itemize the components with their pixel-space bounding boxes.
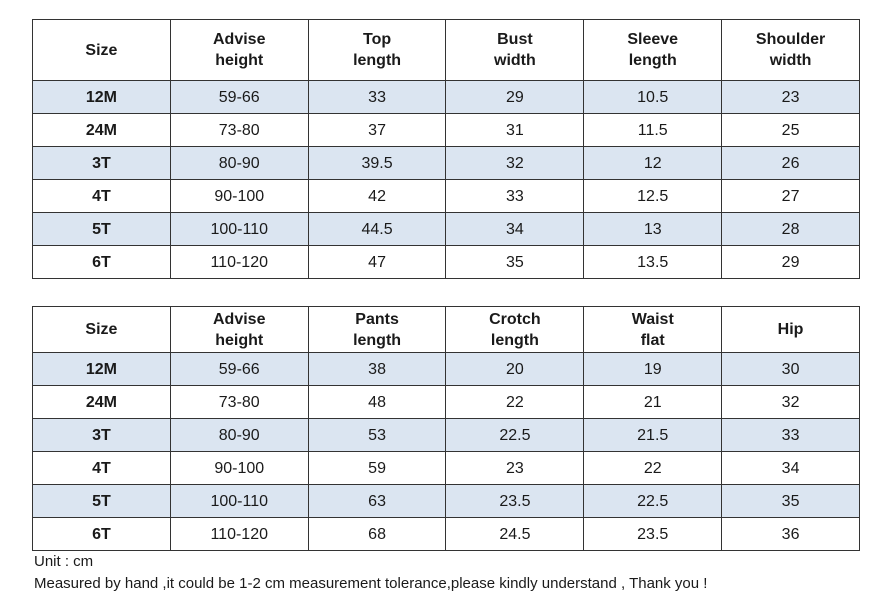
measurement-cell: 110-120 <box>170 246 308 279</box>
size-cell: 24M <box>33 386 171 419</box>
tolerance-note: Measured by hand ,it could be 1-2 cm measurement tolerance,please kindly understand , Thank you ! <box>34 575 708 592</box>
header-row <box>33 307 860 353</box>
top-size-table <box>32 19 860 279</box>
measurement-cell: 13.5 <box>584 246 722 279</box>
measurement-cell: 24.5 <box>446 518 584 551</box>
measurement-cell: 47 <box>308 246 446 279</box>
table-row <box>33 213 860 246</box>
measurement-cell: 21.5 <box>584 419 722 452</box>
measurement-cell: 29 <box>446 81 584 114</box>
header-label: flat <box>640 331 665 349</box>
column-header <box>170 307 308 353</box>
table-row <box>33 518 860 551</box>
size-cell: 24M <box>33 114 171 147</box>
measurement-cell: 32 <box>722 386 860 419</box>
table-row <box>33 246 860 279</box>
column-header <box>584 307 722 353</box>
size-cell: 4T <box>33 180 171 213</box>
measurement-cell: 35 <box>446 246 584 279</box>
header-row <box>33 20 860 81</box>
measurement-cell: 13 <box>584 213 722 246</box>
measurement-cell: 68 <box>308 518 446 551</box>
measurement-cell: 23.5 <box>446 485 584 518</box>
header-label: Top <box>363 31 392 48</box>
measurement-cell: 90-100 <box>170 180 308 213</box>
measurement-cell: 110-120 <box>170 518 308 551</box>
measurement-cell: 26 <box>722 147 860 180</box>
pants-size-table <box>32 306 860 551</box>
table-row <box>33 353 860 386</box>
size-cell: 5T <box>33 485 171 518</box>
table-row <box>33 419 860 452</box>
column-header <box>170 20 308 81</box>
column-header <box>722 307 860 353</box>
measurement-cell: 59-66 <box>170 353 308 386</box>
measurement-cell: 22 <box>584 452 722 485</box>
size-cell: 5T <box>33 213 171 246</box>
header-label: length <box>490 331 539 349</box>
measurement-cell: 73-80 <box>170 386 308 419</box>
table-body <box>33 353 860 551</box>
measurement-cell: 12 <box>584 147 722 180</box>
measurement-cell: 37 <box>308 114 446 147</box>
measurement-cell: 34 <box>722 452 860 485</box>
table-row <box>33 180 860 213</box>
measurement-cell: 28 <box>722 213 860 246</box>
measurement-cell: 73-80 <box>170 114 308 147</box>
measurement-cell: 44.5 <box>308 213 446 246</box>
column-header <box>308 307 446 353</box>
size-cell: 6T <box>33 246 171 279</box>
size-cell: 6T <box>33 518 171 551</box>
header-label: Size <box>85 321 118 338</box>
header-label: Hip <box>777 321 804 338</box>
header-label: Sleeve <box>627 31 679 48</box>
measurement-cell: 100-110 <box>170 213 308 246</box>
measurement-cell: 53 <box>308 419 446 452</box>
header-label: Pants <box>355 310 399 328</box>
measurement-cell: 80-90 <box>170 147 308 180</box>
size-cell: 3T <box>33 147 171 180</box>
column-header <box>33 307 171 353</box>
measurement-cell: 42 <box>308 180 446 213</box>
measurement-cell: 100-110 <box>170 485 308 518</box>
measurement-cell: 30 <box>722 353 860 386</box>
header-label: Bust <box>497 31 533 48</box>
measurement-cell: 33 <box>308 81 446 114</box>
header-label: height <box>215 331 264 349</box>
measurement-cell: 11.5 <box>584 114 722 147</box>
measurement-cell: 27 <box>722 180 860 213</box>
measurement-cell: 23 <box>446 452 584 485</box>
table-row <box>33 81 860 114</box>
table-body <box>33 81 860 279</box>
column-header <box>308 20 446 81</box>
measurement-cell: 39.5 <box>308 147 446 180</box>
header-label: height <box>215 52 264 69</box>
header-label: Shoulder <box>755 31 826 48</box>
size-cell: 12M <box>33 81 171 114</box>
measurement-cell: 59 <box>308 452 446 485</box>
header-label: Crotch <box>489 310 541 328</box>
measurement-cell: 22 <box>446 386 584 419</box>
table-row <box>33 452 860 485</box>
column-header <box>584 20 722 81</box>
measurement-cell: 90-100 <box>170 452 308 485</box>
column-header <box>446 307 584 353</box>
measurement-cell: 22.5 <box>584 485 722 518</box>
measurement-cell: 12.5 <box>584 180 722 213</box>
header-label: Size <box>85 41 118 59</box>
measurement-cell: 80-90 <box>170 419 308 452</box>
header-label: Advise <box>213 310 266 328</box>
measurement-cell: 21 <box>584 386 722 419</box>
measurement-cell: 19 <box>584 353 722 386</box>
header-label: width <box>769 52 812 69</box>
unit-note: Unit : cm <box>34 553 94 570</box>
table-row <box>33 485 860 518</box>
measurement-cell: 34 <box>446 213 584 246</box>
table-row <box>33 147 860 180</box>
measurement-cell: 36 <box>722 518 860 551</box>
column-header <box>33 20 171 81</box>
measurement-cell: 63 <box>308 485 446 518</box>
measurement-cell: 38 <box>308 353 446 386</box>
column-header <box>446 20 584 81</box>
header-label: length <box>628 52 677 69</box>
measurement-cell: 22.5 <box>446 419 584 452</box>
header-label: width <box>494 52 536 69</box>
measurement-cell: 33 <box>722 419 860 452</box>
header-label: Waist <box>631 310 674 328</box>
size-cell: 3T <box>33 419 171 452</box>
column-header <box>722 20 860 81</box>
measurement-cell: 33 <box>446 180 584 213</box>
measurement-cell: 10.5 <box>584 81 722 114</box>
table-row <box>33 114 860 147</box>
measurement-cell: 25 <box>722 114 860 147</box>
measurement-cell: 29 <box>722 246 860 279</box>
size-cell: 12M <box>33 353 171 386</box>
measurement-cell: 31 <box>446 114 584 147</box>
measurement-cell: 48 <box>308 386 446 419</box>
measurement-cell: 35 <box>722 485 860 518</box>
table-row <box>33 386 860 419</box>
measurement-cell: 59-66 <box>170 81 308 114</box>
measurement-cell: 20 <box>446 353 584 386</box>
header-label: length <box>353 52 402 69</box>
measurement-cell: 23.5 <box>584 518 722 551</box>
header-label: length <box>353 331 402 349</box>
measurement-cell: 23 <box>722 81 860 114</box>
header-label: Advise <box>213 31 266 48</box>
measurement-cell: 32 <box>446 147 584 180</box>
size-cell: 4T <box>33 452 171 485</box>
